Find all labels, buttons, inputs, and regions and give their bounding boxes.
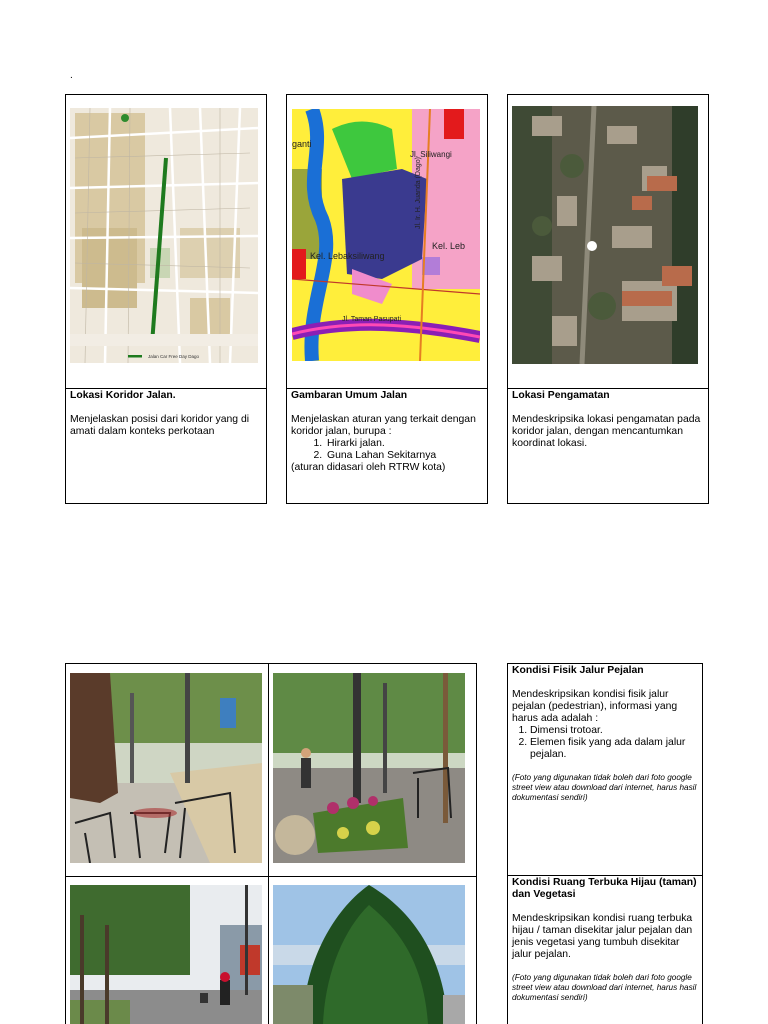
caption-title: Gambaran Umum Jalan bbox=[291, 390, 408, 401]
grid-line bbox=[268, 663, 269, 1024]
page-mark: . bbox=[70, 70, 73, 81]
cell-divider bbox=[507, 388, 709, 389]
section-title: Kondisi Ruang Terbuka Hijau (taman) dan Vegetasi bbox=[512, 877, 697, 900]
grid-line bbox=[476, 663, 477, 1024]
list-item: 1. Dimensi trotoar. bbox=[530, 725, 698, 737]
caption-observation bbox=[512, 390, 702, 450]
street-corridor-map bbox=[70, 108, 258, 363]
section-green-space bbox=[512, 877, 698, 1003]
map-label-pasupati: Jl. Taman Pasupati bbox=[342, 316, 402, 323]
grid-line bbox=[507, 663, 703, 664]
satellite-aerial-view bbox=[512, 106, 698, 364]
sidewalk-cafe-chairs-photo bbox=[70, 673, 262, 863]
grid-line bbox=[507, 663, 508, 1024]
grid-line bbox=[702, 663, 703, 1024]
map-label-lebaksiliwang: Kel. Lebaksiliwang bbox=[310, 251, 385, 261]
caption-body: Menjelaskan aturan yang terkait dengan koridor jalan, burupa : bbox=[291, 414, 476, 437]
section-physical-walkway bbox=[512, 665, 698, 803]
caption-title: Lokasi Pengamatan bbox=[512, 390, 610, 401]
section-body: Mendeskripsikan kondisi fisik jalur pejalan (pedestrian), informasi yang harus ada adalah : bbox=[512, 689, 678, 724]
section-note: (Foto yang digunakan tidak boleh dari foto google street view atau download dari internet, harus hasil dokumentasi sendiri) bbox=[512, 973, 697, 1002]
caption-overview bbox=[291, 390, 485, 474]
grid-line bbox=[507, 875, 703, 876]
caption-body: Menjelaskan posisi dari koridor yang di amati dalam konteks perkotaan bbox=[70, 414, 250, 437]
caption-list bbox=[291, 438, 485, 462]
street-trees-traffic-photo bbox=[70, 885, 262, 1024]
cell-divider bbox=[65, 388, 267, 389]
list-item: 1. Hirarki jalan. bbox=[325, 438, 485, 450]
caption-footer: (aturan didasari oleh RTRW kota) bbox=[291, 462, 446, 473]
caption-title: Lokasi Koridor Jalan. bbox=[70, 390, 176, 401]
map-legend-text: Jalan Car Free Day Dago bbox=[148, 354, 200, 359]
map-label-leb: Kel. Leb bbox=[432, 241, 466, 251]
caption-body: Mendeskripsika lokasi pengamatan pada koridor jalan, dengan mencantumkan koordinat lokasi. bbox=[512, 414, 701, 449]
map-label-ganti: ganti bbox=[292, 139, 312, 149]
map-label-dago: Jl. Ir. H. Juanda (Dago) bbox=[415, 157, 422, 229]
section-list bbox=[512, 725, 698, 761]
section-body: Mendeskripsikan kondisi ruang terbuka hijau / taman disekitar jalur pejalan dan jenis vegetasi yang tumbuh disekitar jalur pejalan. bbox=[512, 913, 693, 960]
grid-line bbox=[65, 663, 66, 1024]
cell-divider bbox=[286, 388, 488, 389]
land-use-zoning-map bbox=[292, 109, 480, 361]
pine-tree-sky-photo bbox=[273, 885, 465, 1024]
map-label-siliwangi: Jl. Siliwangi bbox=[410, 150, 452, 159]
section-title: Kondisi Fisik Jalur Pejalan bbox=[512, 665, 644, 676]
grid-line bbox=[65, 663, 477, 664]
caption-corridor bbox=[70, 390, 262, 438]
list-item: 2. Elemen fisik yang ada dalam jalur pejalan. bbox=[530, 737, 698, 761]
grid-line bbox=[65, 876, 477, 877]
list-item: 2. Guna Lahan Sekitarnya bbox=[325, 450, 485, 462]
sidewalk-cyclist-planter-photo bbox=[273, 673, 465, 863]
section-note: (Foto yang digunakan tidak boleh dari foto google street view atau download dari internet, harus hasil dokumentasi sendiri) bbox=[512, 773, 697, 802]
